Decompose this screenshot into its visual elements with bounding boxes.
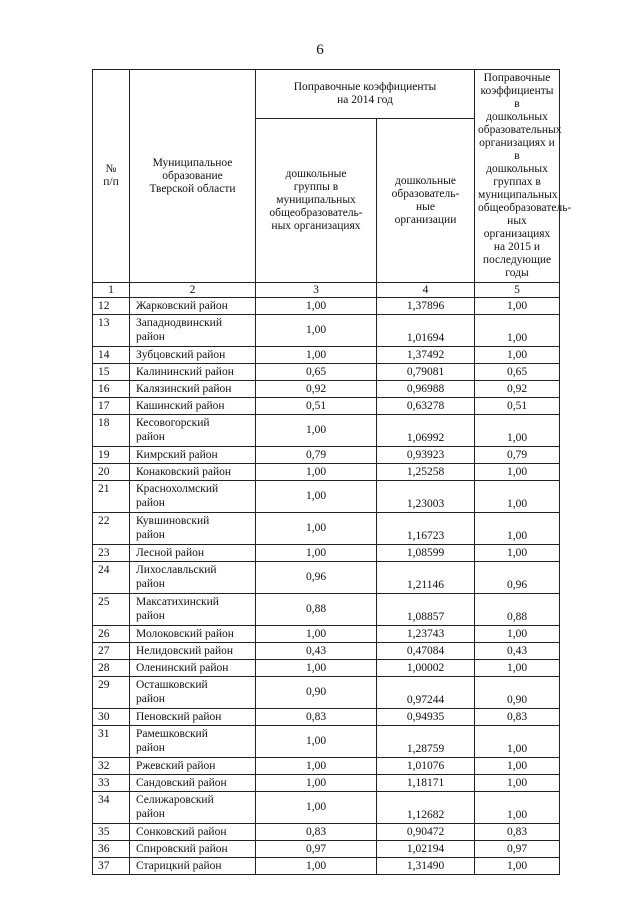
coef-preschool-groups-2014: 1,00 (256, 792, 377, 824)
municipality-name: Калининский район (130, 364, 256, 381)
row-number: 14 (93, 347, 130, 364)
municipality-name: Кесовогорский район (130, 415, 256, 447)
row-number: 37 (93, 858, 130, 875)
table-row (93, 726, 560, 758)
row-number: 22 (93, 513, 130, 545)
table-row (93, 709, 560, 726)
table-row (93, 415, 560, 447)
coef-2015-onward: 0,96 (475, 562, 560, 594)
row-number: 24 (93, 562, 130, 594)
coef-2015-onward: 0,92 (475, 381, 560, 398)
table-row (93, 398, 560, 415)
page-number: 6 (316, 42, 324, 58)
table-row (93, 545, 560, 562)
coef-preschool-groups-2014: 1,00 (256, 415, 377, 447)
table-row (93, 481, 560, 513)
coef-preschool-groups-2014: 0,43 (256, 643, 377, 660)
coef-preschool-groups-2014: 0,83 (256, 824, 377, 841)
coef-preschool-orgs-2014: 0,94935 (377, 709, 475, 726)
header-preschool-organizations: дошкольные образователь- ные организации (377, 119, 475, 283)
coefficients-table (92, 69, 572, 875)
row-number: 32 (93, 758, 130, 775)
municipality-name: Максатихинский район (130, 594, 256, 626)
table-row (93, 660, 560, 677)
table-row (93, 824, 560, 841)
coef-2015-onward: 1,00 (475, 464, 560, 481)
municipality-name: Оленинский район (130, 660, 256, 677)
row-number: 33 (93, 775, 130, 792)
row-number: 34 (93, 792, 130, 824)
municipality-name: Ржевский район (130, 758, 256, 775)
coef-2015-onward: 0,43 (475, 643, 560, 660)
coef-preschool-groups-2014: 0,65 (256, 364, 377, 381)
header-coefficients-2015: Поправочные коэффициенты в дошкольных образовательных организациях и в дошкольных группах в муниципальных общеобразователь- ных организациях на 2015 и последующие годы (475, 70, 560, 283)
coef-2015-onward: 1,00 (475, 858, 560, 875)
coef-2015-onward: 1,00 (475, 545, 560, 562)
coef-2015-onward: 0,90 (475, 677, 560, 709)
table-row (93, 513, 560, 545)
coef-preschool-groups-2014: 0,97 (256, 841, 377, 858)
row-number: 28 (93, 660, 130, 677)
coef-2015-onward: 0,79 (475, 447, 560, 464)
coef-preschool-groups-2014: 1,00 (256, 775, 377, 792)
column-number: 1 (93, 283, 130, 298)
row-number: 19 (93, 447, 130, 464)
coef-preschool-orgs-2014: 1,12682 (377, 792, 475, 824)
municipality-name: Сонковский район (130, 824, 256, 841)
municipality-name: Конаковский район (130, 464, 256, 481)
row-number: 16 (93, 381, 130, 398)
municipality-name: Лесной район (130, 545, 256, 562)
coef-preschool-groups-2014: 1,00 (256, 626, 377, 643)
table-row (93, 315, 560, 347)
municipality-name: Зубцовский район (130, 347, 256, 364)
row-number: 26 (93, 626, 130, 643)
row-number: 36 (93, 841, 130, 858)
municipality-name: Молоковский район (130, 626, 256, 643)
municipality-name: Лихославльский район (130, 562, 256, 594)
coef-2015-onward: 1,00 (475, 726, 560, 758)
row-number: 18 (93, 415, 130, 447)
coef-preschool-groups-2014: 1,00 (256, 464, 377, 481)
row-number: 13 (93, 315, 130, 347)
coef-preschool-groups-2014: 0,90 (256, 677, 377, 709)
header-coefficients-2014: Поправочные коэффициенты на 2014 год (256, 70, 475, 119)
municipality-name: Кимрский район (130, 447, 256, 464)
header-preschool-groups: дошкольные группы в муниципальных общеобразователь- ных организациях (256, 119, 377, 283)
coef-2015-onward: 1,00 (475, 298, 560, 315)
coef-2015-onward: 0,51 (475, 398, 560, 415)
coef-preschool-groups-2014: 0,79 (256, 447, 377, 464)
coef-preschool-orgs-2014: 1,25258 (377, 464, 475, 481)
coef-preschool-groups-2014: 1,00 (256, 347, 377, 364)
row-number: 30 (93, 709, 130, 726)
municipality-name: Кашинский район (130, 398, 256, 415)
table-row (93, 841, 560, 858)
coef-preschool-orgs-2014: 1,23003 (377, 481, 475, 513)
coef-preschool-orgs-2014: 1,23743 (377, 626, 475, 643)
coef-preschool-groups-2014: 1,00 (256, 315, 377, 347)
coef-2015-onward: 0,97 (475, 841, 560, 858)
coef-preschool-orgs-2014: 0,79081 (377, 364, 475, 381)
coef-preschool-orgs-2014: 1,01076 (377, 758, 475, 775)
municipality-name: Краснохолмский район (130, 481, 256, 513)
coef-preschool-groups-2014: 0,51 (256, 398, 377, 415)
coef-2015-onward: 1,00 (475, 775, 560, 792)
coef-preschool-groups-2014: 0,96 (256, 562, 377, 594)
table-row (93, 626, 560, 643)
row-number: 21 (93, 481, 130, 513)
table-row (93, 858, 560, 875)
row-number: 35 (93, 824, 130, 841)
municipality-name: Пеновский район (130, 709, 256, 726)
coef-preschool-orgs-2014: 1,16723 (377, 513, 475, 545)
row-number: 12 (93, 298, 130, 315)
municipality-name: Рамешковский район (130, 726, 256, 758)
table-row (93, 643, 560, 660)
header-municipality: Муниципальное образование Тверской области (130, 70, 256, 283)
coef-preschool-orgs-2014: 0,96988 (377, 381, 475, 398)
coef-preschool-orgs-2014: 0,93923 (377, 447, 475, 464)
coef-preschool-orgs-2014: 1,06992 (377, 415, 475, 447)
row-number: 17 (93, 398, 130, 415)
coef-preschool-groups-2014: 0,88 (256, 594, 377, 626)
coef-2015-onward: 1,00 (475, 481, 560, 513)
coef-preschool-orgs-2014: 1,01694 (377, 315, 475, 347)
coef-preschool-groups-2014: 1,00 (256, 660, 377, 677)
header-row-number: № п/п (93, 70, 130, 283)
municipality-name: Осташковский район (130, 677, 256, 709)
row-number: 29 (93, 677, 130, 709)
municipality-name: Селижаровский район (130, 792, 256, 824)
row-number: 27 (93, 643, 130, 660)
row-number: 20 (93, 464, 130, 481)
table-row (93, 464, 560, 481)
table-row (93, 792, 560, 824)
coef-preschool-orgs-2014: 0,90472 (377, 824, 475, 841)
row-number: 15 (93, 364, 130, 381)
municipality-name: Западнодвинский район (130, 315, 256, 347)
municipality-name: Сандовский район (130, 775, 256, 792)
coef-preschool-groups-2014: 0,92 (256, 381, 377, 398)
column-number-row (93, 283, 560, 298)
coef-preschool-orgs-2014: 1,28759 (377, 726, 475, 758)
coef-2015-onward: 0,88 (475, 594, 560, 626)
coef-2015-onward: 0,65 (475, 364, 560, 381)
coef-preschool-groups-2014: 1,00 (256, 758, 377, 775)
column-number: 2 (130, 283, 256, 298)
coef-2015-onward: 1,00 (475, 626, 560, 643)
coef-preschool-groups-2014: 1,00 (256, 858, 377, 875)
coef-preschool-orgs-2014: 0,97244 (377, 677, 475, 709)
column-number: 3 (256, 283, 377, 298)
coef-preschool-groups-2014: 1,00 (256, 513, 377, 545)
table-row (93, 447, 560, 464)
row-number: 31 (93, 726, 130, 758)
row-number: 25 (93, 594, 130, 626)
row-number: 23 (93, 545, 130, 562)
coef-preschool-groups-2014: 1,00 (256, 481, 377, 513)
municipality-name: Кувшиновский район (130, 513, 256, 545)
coef-preschool-orgs-2014: 1,31490 (377, 858, 475, 875)
coef-2015-onward: 1,00 (475, 347, 560, 364)
coef-preschool-orgs-2014: 1,00002 (377, 660, 475, 677)
table-row (93, 677, 560, 709)
coef-2015-onward: 1,00 (475, 315, 560, 347)
coef-2015-onward: 1,00 (475, 513, 560, 545)
column-number: 4 (377, 283, 475, 298)
municipality-name: Спировский район (130, 841, 256, 858)
coef-2015-onward: 0,83 (475, 824, 560, 841)
coef-preschool-groups-2014: 1,00 (256, 545, 377, 562)
coef-preschool-orgs-2014: 0,63278 (377, 398, 475, 415)
coef-preschool-orgs-2014: 1,37896 (377, 298, 475, 315)
table-row (93, 298, 560, 315)
municipality-name: Нелидовский район (130, 643, 256, 660)
coef-preschool-groups-2014: 1,00 (256, 726, 377, 758)
table-row (93, 381, 560, 398)
coef-preschool-orgs-2014: 1,08599 (377, 545, 475, 562)
coef-preschool-groups-2014: 1,00 (256, 298, 377, 315)
column-number: 5 (475, 283, 560, 298)
coef-preschool-orgs-2014: 1,21146 (377, 562, 475, 594)
municipality-name: Калязинский район (130, 381, 256, 398)
coef-preschool-groups-2014: 0,83 (256, 709, 377, 726)
coef-2015-onward: 0,83 (475, 709, 560, 726)
table-row (93, 775, 560, 792)
municipality-name: Старицкий район (130, 858, 256, 875)
coef-preschool-orgs-2014: 1,08857 (377, 594, 475, 626)
coef-2015-onward: 1,00 (475, 792, 560, 824)
coef-preschool-orgs-2014: 0,47084 (377, 643, 475, 660)
table-row (93, 758, 560, 775)
coef-2015-onward: 1,00 (475, 415, 560, 447)
table-row (93, 347, 560, 364)
table-row (93, 594, 560, 626)
coef-2015-onward: 1,00 (475, 758, 560, 775)
coef-preschool-orgs-2014: 1,18171 (377, 775, 475, 792)
table-row (93, 562, 560, 594)
table-row (93, 364, 560, 381)
coef-preschool-orgs-2014: 1,37492 (377, 347, 475, 364)
municipality-name: Жарковский район (130, 298, 256, 315)
coef-preschool-orgs-2014: 1,02194 (377, 841, 475, 858)
coef-2015-onward: 1,00 (475, 660, 560, 677)
